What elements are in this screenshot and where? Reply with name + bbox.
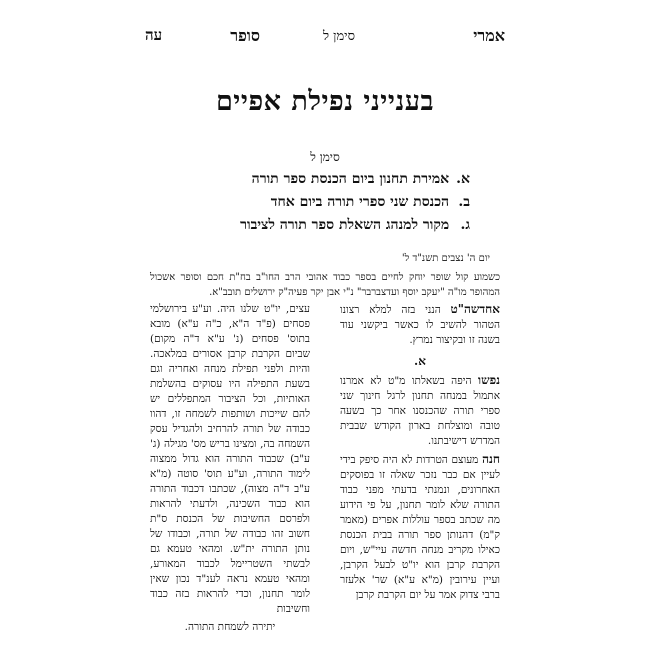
letter-salutation: כשמוע קול שופר יוחק לחיים בספר כבוד אהובי הרב החו"ב בח"ת חכם וסופר אשכול המהופר מו"ה "יעקב יוסף ועדצברבר" נ"י אבן יקר פעיה"ק ירושלים תובב"א. bbox=[150, 272, 500, 298]
topic-letter: א. bbox=[456, 171, 470, 187]
paragraph bbox=[340, 302, 500, 348]
paragraph-lead-word: אחדשה"ט bbox=[450, 302, 500, 316]
paragraph-lead-word: נפשו bbox=[478, 373, 500, 387]
section-heading: א. bbox=[414, 354, 426, 368]
body-columns bbox=[150, 302, 500, 642]
page-title: בענייני נפילת אפיים bbox=[215, 86, 435, 117]
left-column bbox=[150, 302, 310, 638]
topic-letter: ב. bbox=[458, 194, 470, 210]
topic-text: מקור למנהג השאלת ספר תורה לציבור bbox=[240, 217, 450, 233]
topic-text: הכנסת שני ספרי תורה ביום אחד bbox=[270, 194, 450, 210]
running-head-book-name-2: סופר bbox=[230, 26, 260, 45]
running-head bbox=[145, 26, 505, 50]
topic-item bbox=[150, 191, 500, 214]
topic-list bbox=[150, 168, 500, 237]
paragraph bbox=[340, 373, 500, 449]
paragraph-closing-line: יתירה לשמחת התורה. bbox=[184, 621, 276, 633]
topic-letter: ג. bbox=[460, 217, 470, 233]
running-head-book-name: אמרי bbox=[473, 26, 505, 45]
running-head-siman: סימן ל bbox=[322, 29, 355, 44]
topic-item bbox=[150, 168, 500, 191]
paragraph-text: היפה בשאלתו מ"ט לא אמרנו אתמול במנחה תחנון לרגל חינוך שני ספרי תורה שהכנסנו אחר כך בשעה טובה ומוצלחת בארון הקודש שבבית המדרש דישיבתנו. bbox=[340, 375, 500, 447]
topic-item bbox=[150, 214, 500, 237]
page-number: עה bbox=[145, 26, 163, 44]
paragraph-text: מעוצם הטרדות לא היה סיפק בידי לעיין אם כבר נזכר שאלה זו בפוסקים האחרונים, ונמנתי בדעתי מפני כבוד התורה שלא לומר תחנון, על פי הידוע מה שכתב בספר עוללות אפרים (מאמר ק"מ) דהנותן ספר תורה בבית הכנסת כאילו מקריב מנחה חדשה עיי"ש, ויום הקרבת קרבן הוא יו"ט לבעל הקרבן, ועיין עירובין (מ"א ע"א) שר' אלעזר ברבי צדוק אמר על יום הקרבת קרבן bbox=[340, 454, 500, 601]
letter-date: יום ה' נצבים תשנ"ד ל' bbox=[401, 253, 490, 264]
paragraph: עצים, יו"ט שלנו היה. וע"ע בירושלמי פסחים (פ"ד ה"א, כ"ה ע"א) מובא בתוס' פסחים (נ' ע"א ד"ה מקום) שביום הקרבת קרבן אסורים במלאכה. והיות ולפני תפילת מנחה ואחריה וגם בשעת התפילה היו עסוקים בהשלמת האותיות, וכל הציבור המתפללים יש להם שייכות ושותפות לשמחה זו, דהוו כבודה של תורה להרחיב ולהגדיל עסק השמחה בה, ומצינו בריש מס' מגילה (ג' ע"ב) שכבוד התורה הוא גדול ממצוה לימוד התורה, וע"ע תוס' סוטה (מ"א ע"ב ד"ה מצוה), שכתבו דכבוד התורה הוא כבוד השכינה, ולדעתי להראות ולפרסם החשיבות של הכנסת ס"ת חשוב זהו כבודה של תורה, וכבודו של נותן התורה ית"ש. ומהאי טעמא גם לבשתי השטריימל לכבוד המאורע, ומהאי טעמא נראה לענ"ד נכון שאין לומר תחנון, וכדי להראות בזה כבוד וחשיבות bbox=[150, 303, 310, 615]
paragraph-lead-word: חנה bbox=[482, 452, 500, 466]
paragraph-text: הנני בזה למלא רצונו הטהור להשיב לו כאשר ביקשני עוד בשנה זו ובקיצור נמרץ. bbox=[340, 304, 500, 346]
right-column bbox=[340, 302, 500, 606]
topic-text: אמירת תחנון ביום הכנסת ספר תורה bbox=[251, 171, 450, 187]
siman-label: סימן ל bbox=[310, 150, 340, 164]
paragraph bbox=[340, 452, 500, 603]
